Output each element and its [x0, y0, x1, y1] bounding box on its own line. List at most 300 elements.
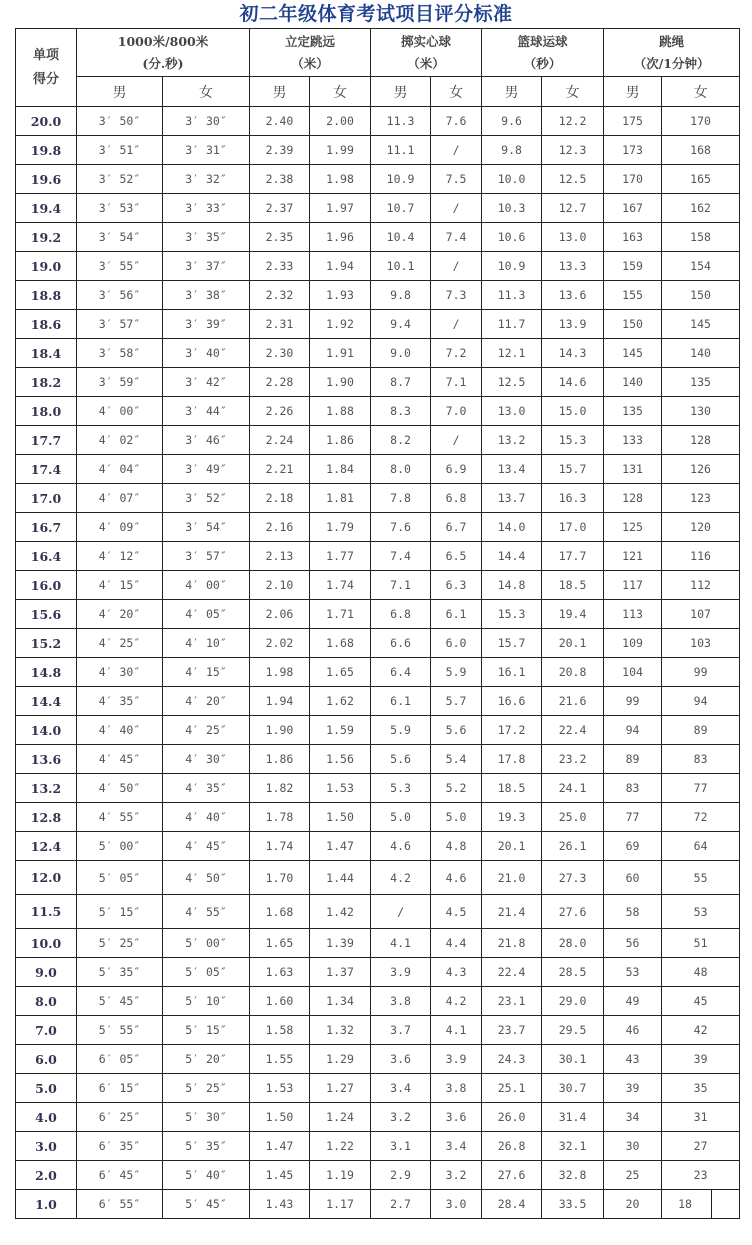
- run-female-cell: 3′ 37″: [163, 252, 250, 281]
- ball-female-cell: 6.8: [431, 484, 482, 513]
- rope-male-cell: 83: [604, 774, 662, 803]
- ball-male-cell: 7.4: [371, 542, 431, 571]
- score-cell: 18.2: [16, 368, 77, 397]
- jump-male-cell: 1.98: [250, 658, 310, 687]
- run-female-cell: 3′ 44″: [163, 397, 250, 426]
- rope-female-cell: 45: [662, 987, 740, 1016]
- dribble-female-cell: 12.7: [542, 194, 604, 223]
- rope-male-cell: 128: [604, 484, 662, 513]
- table-row: [16, 281, 740, 310]
- rope-female-cell: 77: [662, 774, 740, 803]
- ball-female-cell: 4.8: [431, 832, 482, 861]
- score-cell: 17.4: [16, 455, 77, 484]
- dribble-female-cell: 13.9: [542, 310, 604, 339]
- rope-female-cell: 126: [662, 455, 740, 484]
- ball-female-cell: 3.8: [431, 1074, 482, 1103]
- rope-female-cell: 158: [662, 223, 740, 252]
- run-male-cell: 5′ 45″: [77, 987, 163, 1016]
- rope-female-cell: 55: [662, 861, 740, 895]
- table-row: [16, 339, 740, 368]
- run-female-cell: 4′ 45″: [163, 832, 250, 861]
- run-female-cell: 3′ 35″: [163, 223, 250, 252]
- rope-female-cell: 48: [662, 958, 740, 987]
- gender-female: 女: [310, 77, 371, 107]
- ball-male-cell: 7.6: [371, 513, 431, 542]
- ball-male-cell: 10.4: [371, 223, 431, 252]
- dribble-male-cell: 25.1: [482, 1074, 542, 1103]
- run-female-cell: 3′ 30″: [163, 107, 250, 136]
- score-cell: 14.8: [16, 658, 77, 687]
- score-cell: 4.0: [16, 1103, 77, 1132]
- ball-female-cell: /: [431, 252, 482, 281]
- group-name: 篮球运球: [517, 33, 568, 49]
- jump-male-cell: 2.02: [250, 629, 310, 658]
- jump-male-cell: 1.68: [250, 895, 310, 929]
- rope-male-cell: 77: [604, 803, 662, 832]
- jump-male-cell: 2.38: [250, 165, 310, 194]
- jump-male-cell: 2.37: [250, 194, 310, 223]
- jump-male-cell: 2.10: [250, 571, 310, 600]
- table-row: [16, 1132, 740, 1161]
- table-row: [16, 1074, 740, 1103]
- jump-female-cell: 1.81: [310, 484, 371, 513]
- run-male-cell: 5′ 25″: [77, 929, 163, 958]
- table-row: [16, 895, 740, 929]
- jump-female-cell: 1.79: [310, 513, 371, 542]
- ball-male-cell: 3.9: [371, 958, 431, 987]
- table-row: [16, 513, 740, 542]
- dribble-female-cell: 29.5: [542, 1016, 604, 1045]
- score-cell: 19.8: [16, 136, 77, 165]
- dribble-male-cell: 13.7: [482, 484, 542, 513]
- rope-female-cell: 116: [662, 542, 740, 571]
- dribble-female-cell: 13.0: [542, 223, 604, 252]
- ball-female-cell: 4.5: [431, 895, 482, 929]
- score-cell: 17.7: [16, 426, 77, 455]
- score-cell: 8.0: [16, 987, 77, 1016]
- jump-female-cell: 1.24: [310, 1103, 371, 1132]
- rope-male-cell: 140: [604, 368, 662, 397]
- run-male-cell: 5′ 05″: [77, 861, 163, 895]
- ball-male-cell: 3.4: [371, 1074, 431, 1103]
- dribble-male-cell: 10.3: [482, 194, 542, 223]
- jump-female-cell: 1.62: [310, 687, 371, 716]
- dribble-female-cell: 19.4: [542, 600, 604, 629]
- run-female-cell: 3′ 52″: [163, 484, 250, 513]
- table-row: [16, 310, 740, 339]
- jump-male-cell: 1.63: [250, 958, 310, 987]
- dribble-male-cell: 28.4: [482, 1190, 542, 1219]
- rope-female-cell: 123: [662, 484, 740, 513]
- dribble-female-cell: 23.2: [542, 745, 604, 774]
- dribble-female-cell: 31.4: [542, 1103, 604, 1132]
- ball-male-cell: 5.6: [371, 745, 431, 774]
- run-male-cell: 4′ 40″: [77, 716, 163, 745]
- ball-female-cell: /: [431, 426, 482, 455]
- dribble-female-cell: 26.1: [542, 832, 604, 861]
- table-row: [16, 745, 740, 774]
- score-cell: 14.0: [16, 716, 77, 745]
- group-name: 跳绳: [659, 33, 685, 49]
- ball-female-cell: 6.0: [431, 629, 482, 658]
- ball-male-cell: 9.0: [371, 339, 431, 368]
- run-female-cell: 3′ 54″: [163, 513, 250, 542]
- ball-male-cell: 3.1: [371, 1132, 431, 1161]
- scoring-table: [15, 28, 740, 1219]
- jump-female-cell: 1.94: [310, 252, 371, 281]
- ball-male-cell: 5.0: [371, 803, 431, 832]
- gender-female: 女: [431, 77, 482, 107]
- table-row: [16, 571, 740, 600]
- run-male-cell: 4′ 12″: [77, 542, 163, 571]
- table-row: [16, 542, 740, 571]
- jump-female-cell: 2.00: [310, 107, 371, 136]
- rope-male-cell: 39: [604, 1074, 662, 1103]
- jump-male-cell: 2.40: [250, 107, 310, 136]
- jump-male-cell: 1.86: [250, 745, 310, 774]
- jump-male-cell: 2.16: [250, 513, 310, 542]
- ball-female-cell: /: [431, 310, 482, 339]
- jump-female-cell: 1.19: [310, 1161, 371, 1190]
- run-female-cell: 4′ 00″: [163, 571, 250, 600]
- table-row: [16, 165, 740, 194]
- dribble-female-cell: 15.3: [542, 426, 604, 455]
- rope-female-cell: 39: [662, 1045, 740, 1074]
- rope-female-cell: 128: [662, 426, 740, 455]
- dribble-female-cell: 28.5: [542, 958, 604, 987]
- gender-male: 男: [482, 77, 542, 107]
- jump-female-cell: 1.50: [310, 803, 371, 832]
- group-header-standing-jump: [250, 29, 371, 77]
- run-male-cell: 4′ 00″: [77, 397, 163, 426]
- run-male-cell: 4′ 25″: [77, 629, 163, 658]
- rope-female-cell: 51: [662, 929, 740, 958]
- ball-male-cell: 10.7: [371, 194, 431, 223]
- rope-female-cell: 165: [662, 165, 740, 194]
- rope-female-cell: 103: [662, 629, 740, 658]
- rope-female-cell: 112: [662, 571, 740, 600]
- table-body: [16, 107, 740, 1219]
- rope-male-cell: 109: [604, 629, 662, 658]
- rope-female-cell: 35: [662, 1074, 740, 1103]
- run-female-cell: 3′ 40″: [163, 339, 250, 368]
- run-female-cell: 3′ 49″: [163, 455, 250, 484]
- table-row: [16, 1103, 740, 1132]
- rope-male-cell: 155: [604, 281, 662, 310]
- gender-female: 女: [542, 77, 604, 107]
- run-male-cell: 5′ 55″: [77, 1016, 163, 1045]
- ball-male-cell: /: [371, 895, 431, 929]
- jump-male-cell: 2.35: [250, 223, 310, 252]
- jump-male-cell: 2.21: [250, 455, 310, 484]
- group-unit: （米）: [291, 55, 329, 71]
- ball-male-cell: 3.8: [371, 987, 431, 1016]
- ball-female-cell: 7.4: [431, 223, 482, 252]
- dribble-male-cell: 26.8: [482, 1132, 542, 1161]
- jump-female-cell: 1.17: [310, 1190, 371, 1219]
- table-row: [16, 687, 740, 716]
- score-cell: 16.4: [16, 542, 77, 571]
- empty-cell: [711, 1190, 739, 1218]
- rope-female-cell: 23: [662, 1161, 740, 1190]
- score-cell: 19.6: [16, 165, 77, 194]
- score-cell: 12.0: [16, 861, 77, 895]
- ball-female-cell: 5.2: [431, 774, 482, 803]
- dribble-male-cell: 10.0: [482, 165, 542, 194]
- run-male-cell: 6′ 45″: [77, 1161, 163, 1190]
- score-cell: 12.4: [16, 832, 77, 861]
- jump-male-cell: 1.90: [250, 716, 310, 745]
- table-row: [16, 397, 740, 426]
- ball-female-cell: 7.0: [431, 397, 482, 426]
- ball-female-cell: 4.6: [431, 861, 482, 895]
- run-female-cell: 4′ 30″: [163, 745, 250, 774]
- score-cell: 18.4: [16, 339, 77, 368]
- rope-male-cell: 135: [604, 397, 662, 426]
- score-cell: 15.2: [16, 629, 77, 658]
- jump-female-cell: 1.90: [310, 368, 371, 397]
- table-row: [16, 455, 740, 484]
- run-female-cell: 5′ 35″: [163, 1132, 250, 1161]
- score-header: [16, 29, 77, 107]
- dribble-female-cell: 32.8: [542, 1161, 604, 1190]
- ball-male-cell: 9.8: [371, 281, 431, 310]
- run-female-cell: 3′ 32″: [163, 165, 250, 194]
- table-row: [16, 1045, 740, 1074]
- ball-female-cell: 3.9: [431, 1045, 482, 1074]
- score-cell: 14.4: [16, 687, 77, 716]
- run-male-cell: 4′ 15″: [77, 571, 163, 600]
- dribble-male-cell: 13.0: [482, 397, 542, 426]
- dribble-female-cell: 12.2: [542, 107, 604, 136]
- dribble-male-cell: 14.0: [482, 513, 542, 542]
- ball-female-cell: /: [431, 194, 482, 223]
- jump-female-cell: 1.68: [310, 629, 371, 658]
- table-row: [16, 1190, 740, 1219]
- run-male-cell: 4′ 30″: [77, 658, 163, 687]
- jump-female-cell: 1.65: [310, 658, 371, 687]
- run-male-cell: 4′ 04″: [77, 455, 163, 484]
- table-row: [16, 368, 740, 397]
- rope-female-cell: 135: [662, 368, 740, 397]
- dribble-female-cell: 21.6: [542, 687, 604, 716]
- ball-male-cell: 8.3: [371, 397, 431, 426]
- rope-male-cell: 25: [604, 1161, 662, 1190]
- table-row: [16, 252, 740, 281]
- rope-female-cell: 53: [662, 895, 740, 929]
- dribble-female-cell: 20.1: [542, 629, 604, 658]
- score-cell: 19.0: [16, 252, 77, 281]
- ball-female-cell: 7.1: [431, 368, 482, 397]
- rope-female-cell: 72: [662, 803, 740, 832]
- jump-male-cell: 1.43: [250, 1190, 310, 1219]
- ball-female-cell: 5.4: [431, 745, 482, 774]
- run-female-cell: 3′ 31″: [163, 136, 250, 165]
- dribble-male-cell: 12.5: [482, 368, 542, 397]
- rope-male-cell: 173: [604, 136, 662, 165]
- dribble-male-cell: 16.1: [482, 658, 542, 687]
- jump-female-cell: 1.29: [310, 1045, 371, 1074]
- dribble-male-cell: 12.1: [482, 339, 542, 368]
- rope-male-cell: 167: [604, 194, 662, 223]
- jump-male-cell: 1.78: [250, 803, 310, 832]
- ball-male-cell: 6.8: [371, 600, 431, 629]
- rope-male-cell: 56: [604, 929, 662, 958]
- ball-female-cell: /: [431, 136, 482, 165]
- jump-female-cell: 1.99: [310, 136, 371, 165]
- jump-female-cell: 1.22: [310, 1132, 371, 1161]
- dribble-female-cell: 27.3: [542, 861, 604, 895]
- rope-female-cell: 130: [662, 397, 740, 426]
- run-male-cell: 5′ 15″: [77, 895, 163, 929]
- ball-female-cell: 3.6: [431, 1103, 482, 1132]
- score-cell: 18.0: [16, 397, 77, 426]
- run-female-cell: 3′ 42″: [163, 368, 250, 397]
- rope-male-cell: 49: [604, 987, 662, 1016]
- ball-male-cell: 5.9: [371, 716, 431, 745]
- group-name: 1000米/800米: [117, 33, 209, 49]
- ball-male-cell: 5.3: [371, 774, 431, 803]
- jump-male-cell: 1.50: [250, 1103, 310, 1132]
- dribble-male-cell: 21.4: [482, 895, 542, 929]
- dribble-female-cell: 32.1: [542, 1132, 604, 1161]
- dribble-male-cell: 27.6: [482, 1161, 542, 1190]
- rope-male-cell: 94: [604, 716, 662, 745]
- dribble-female-cell: 27.6: [542, 895, 604, 929]
- run-male-cell: 4′ 09″: [77, 513, 163, 542]
- run-male-cell: 6′ 55″: [77, 1190, 163, 1219]
- dribble-male-cell: 10.9: [482, 252, 542, 281]
- dribble-female-cell: 22.4: [542, 716, 604, 745]
- table-row: [16, 136, 740, 165]
- rope-male-cell: 121: [604, 542, 662, 571]
- rope-male-cell: 99: [604, 687, 662, 716]
- rope-female-cell: 168: [662, 136, 740, 165]
- table-row: [16, 803, 740, 832]
- run-female-cell: 3′ 46″: [163, 426, 250, 455]
- dribble-male-cell: 15.7: [482, 629, 542, 658]
- dribble-male-cell: 21.0: [482, 861, 542, 895]
- ball-male-cell: 3.2: [371, 1103, 431, 1132]
- jump-male-cell: 2.30: [250, 339, 310, 368]
- jump-female-cell: 1.96: [310, 223, 371, 252]
- jump-female-cell: 1.74: [310, 571, 371, 600]
- dribble-female-cell: 20.8: [542, 658, 604, 687]
- dribble-female-cell: 16.3: [542, 484, 604, 513]
- rope-male-cell: 43: [604, 1045, 662, 1074]
- group-header-jump-rope: [604, 29, 740, 77]
- ball-male-cell: 6.1: [371, 687, 431, 716]
- jump-female-cell: 1.71: [310, 600, 371, 629]
- table-row: [16, 658, 740, 687]
- rope-male-cell: 150: [604, 310, 662, 339]
- group-unit: （秒）: [523, 55, 562, 71]
- jump-male-cell: 2.28: [250, 368, 310, 397]
- ball-female-cell: 4.1: [431, 1016, 482, 1045]
- rope-female-cell: 120: [662, 513, 740, 542]
- ball-female-cell: 6.5: [431, 542, 482, 571]
- dribble-female-cell: 25.0: [542, 803, 604, 832]
- jump-female-cell: 1.97: [310, 194, 371, 223]
- jump-male-cell: 1.55: [250, 1045, 310, 1074]
- rope-male-cell: 163: [604, 223, 662, 252]
- group-unit: （米）: [407, 55, 445, 71]
- rope-female-cell: [662, 1190, 740, 1219]
- score-cell: 1.0: [16, 1190, 77, 1219]
- ball-male-cell: 11.1: [371, 136, 431, 165]
- rope-male-cell: 30: [604, 1132, 662, 1161]
- rope-male-cell: 131: [604, 455, 662, 484]
- run-female-cell: 5′ 00″: [163, 929, 250, 958]
- rope-male-cell: 145: [604, 339, 662, 368]
- jump-female-cell: 1.47: [310, 832, 371, 861]
- score-cell: 19.4: [16, 194, 77, 223]
- gender-male: 男: [371, 77, 431, 107]
- jump-male-cell: 2.13: [250, 542, 310, 571]
- score-cell: 13.6: [16, 745, 77, 774]
- run-male-cell: 6′ 35″: [77, 1132, 163, 1161]
- ball-female-cell: 3.2: [431, 1161, 482, 1190]
- run-male-cell: 3′ 56″: [77, 281, 163, 310]
- table-row: [16, 987, 740, 1016]
- jump-female-cell: 1.34: [310, 987, 371, 1016]
- rope-female-cell: 31: [662, 1103, 740, 1132]
- dribble-male-cell: 9.6: [482, 107, 542, 136]
- score-cell: 16.0: [16, 571, 77, 600]
- run-male-cell: 4′ 50″: [77, 774, 163, 803]
- dribble-female-cell: 17.0: [542, 513, 604, 542]
- dribble-female-cell: 14.3: [542, 339, 604, 368]
- dribble-male-cell: 10.6: [482, 223, 542, 252]
- ball-male-cell: 8.2: [371, 426, 431, 455]
- rope-male-cell: 34: [604, 1103, 662, 1132]
- score-cell: 2.0: [16, 1161, 77, 1190]
- jump-male-cell: 2.18: [250, 484, 310, 513]
- dribble-male-cell: 13.2: [482, 426, 542, 455]
- run-female-cell: 5′ 40″: [163, 1161, 250, 1190]
- run-female-cell: 3′ 33″: [163, 194, 250, 223]
- rope-male-cell: 133: [604, 426, 662, 455]
- run-male-cell: 3′ 55″: [77, 252, 163, 281]
- jump-male-cell: 1.47: [250, 1132, 310, 1161]
- jump-male-cell: 1.70: [250, 861, 310, 895]
- ball-female-cell: 5.0: [431, 803, 482, 832]
- jump-male-cell: 1.53: [250, 1074, 310, 1103]
- dribble-male-cell: 26.0: [482, 1103, 542, 1132]
- ball-female-cell: 4.4: [431, 929, 482, 958]
- jump-female-cell: 1.39: [310, 929, 371, 958]
- dribble-female-cell: 17.7: [542, 542, 604, 571]
- run-male-cell: 4′ 45″: [77, 745, 163, 774]
- jump-male-cell: 1.60: [250, 987, 310, 1016]
- score-cell: 13.2: [16, 774, 77, 803]
- ball-male-cell: 9.4: [371, 310, 431, 339]
- dribble-female-cell: 12.3: [542, 136, 604, 165]
- rope-male-cell: 69: [604, 832, 662, 861]
- run-female-cell: 5′ 10″: [163, 987, 250, 1016]
- rope-male-cell: 159: [604, 252, 662, 281]
- jump-male-cell: 2.31: [250, 310, 310, 339]
- dribble-female-cell: 28.0: [542, 929, 604, 958]
- table-row: [16, 774, 740, 803]
- ball-male-cell: 7.1: [371, 571, 431, 600]
- table-row: [16, 929, 740, 958]
- ball-male-cell: 3.7: [371, 1016, 431, 1045]
- run-female-cell: 4′ 55″: [163, 895, 250, 929]
- run-female-cell: 5′ 20″: [163, 1045, 250, 1074]
- run-male-cell: 3′ 50″: [77, 107, 163, 136]
- run-male-cell: 6′ 15″: [77, 1074, 163, 1103]
